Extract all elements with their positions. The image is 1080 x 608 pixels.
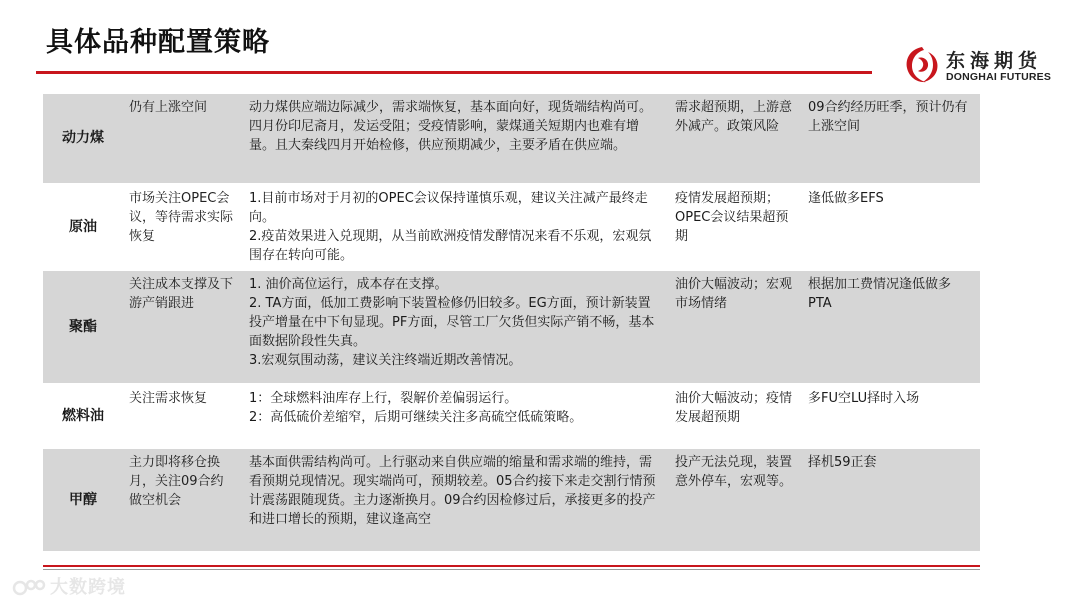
market-view: 市场关注OPEC会议，等待需求实际恢复: [121, 184, 241, 270]
analysis-text: 1.目前市场对于月初的OPEC会议保持谨慎乐观，建议关注减产最终走向。: [249, 191, 648, 225]
analysis-cell: [241, 94, 667, 184]
footer-divider-thin: [43, 569, 980, 570]
table-row: [43, 184, 980, 270]
market-view: 关注成本支撑及下游产销跟进: [121, 270, 241, 384]
commodity-name: 甲醇: [43, 448, 121, 552]
analysis-text: 3.宏观氛围动荡，建议关注终端近期改善情况。: [249, 353, 522, 368]
analysis-text: 基本面供需结构尚可。上行驱动来自供应端的缩量和需求端的维持，需看预期兑现情况。现实端尚可，预期较差。05合约接下来走交割行情预计震荡跟随现货。主力逐渐换月。09合约因检修过后，承接更多的投产和进口增长的预期，建议逢高空: [249, 455, 656, 527]
table-row: [43, 94, 980, 184]
title-divider: [36, 71, 872, 74]
analysis-cell: [241, 184, 667, 270]
table-row: [43, 270, 980, 384]
analysis-cell: [241, 384, 667, 448]
market-view: 仍有上涨空间: [121, 94, 241, 184]
logo-english-name: DONGHAI FUTURES: [946, 71, 1052, 83]
watermark-text: 大数跨境: [50, 577, 126, 598]
company-logo: [902, 44, 1062, 88]
strategy-cell: 多FU空LU择时入场: [800, 384, 980, 448]
risk-cell: 油价大幅波动；疫情发展超预期: [667, 384, 800, 448]
analysis-text: 1：全球燃料油库存上行，裂解价差偏弱运行。: [249, 391, 518, 406]
analysis-text: 2. TA方面，低加工费影响下装置检修仍旧较多。EG方面，预计新装置投产增量在中下旬显现。PF方面，尽管工厂欠货但实际产销不畅，基本面数据阶段性失真。: [249, 296, 655, 349]
strategy-cell: 根据加工费情况逢低做多PTA: [800, 270, 980, 384]
donghai-logo-icon: [902, 44, 942, 86]
market-view: 主力即将移仓换月，关注09合约做空机会: [121, 448, 241, 552]
strategy-table: [43, 94, 980, 553]
table-row: [43, 384, 980, 448]
commodity-name: 原油: [43, 184, 121, 270]
analysis-text: 2：高低硫价差缩窄，后期可继续关注多高硫空低硫策略。: [249, 410, 583, 425]
analysis-cell: [241, 448, 667, 552]
commodity-name: 聚酯: [43, 270, 121, 384]
logo-chinese-name: 东海期货: [946, 50, 1043, 72]
analysis-text: 2.疫苗效果进入兑现期，从当前欧洲疫情发酵情况来看不乐观，宏观氛围存在转向可能。: [249, 229, 652, 263]
analysis-text: 动力煤供应端边际减少，需求端恢复，基本面向好，现货端结构尚可。四月份印尼斋月，发运受阻；受疫情影响，蒙煤通关短期内也难有增量。且大秦线四月开始检修，供应预期减少，主要矛盾在供应端。: [249, 100, 653, 153]
market-view: 关注需求恢复: [121, 384, 241, 448]
analysis-cell: [241, 270, 667, 384]
commodity-name: 燃料油: [43, 384, 121, 448]
watermark-logo-icon: [12, 577, 46, 599]
risk-cell: 疫情发展超预期；OPEC会议结果超预期: [667, 184, 800, 270]
risk-cell: 投产无法兑现，装置意外停车，宏观等。: [667, 448, 800, 552]
table-row: [43, 448, 980, 552]
strategy-cell: 09合约经历旺季，预计仍有上涨空间: [800, 94, 980, 184]
analysis-text: 1. 油价高位运行，成本存在支撑。: [249, 277, 448, 292]
commodity-name: 动力煤: [43, 94, 121, 184]
footer-divider: [43, 565, 980, 567]
risk-cell: 油价大幅波动；宏观市场情绪: [667, 270, 800, 384]
watermark: [12, 573, 126, 599]
risk-cell: 需求超预期，上游意外减产。政策风险: [667, 94, 800, 184]
strategy-cell: 择机59正套: [800, 448, 980, 552]
page-title: 具体品种配置策略: [46, 27, 270, 58]
strategy-cell: 逢低做多EFS: [800, 184, 980, 270]
